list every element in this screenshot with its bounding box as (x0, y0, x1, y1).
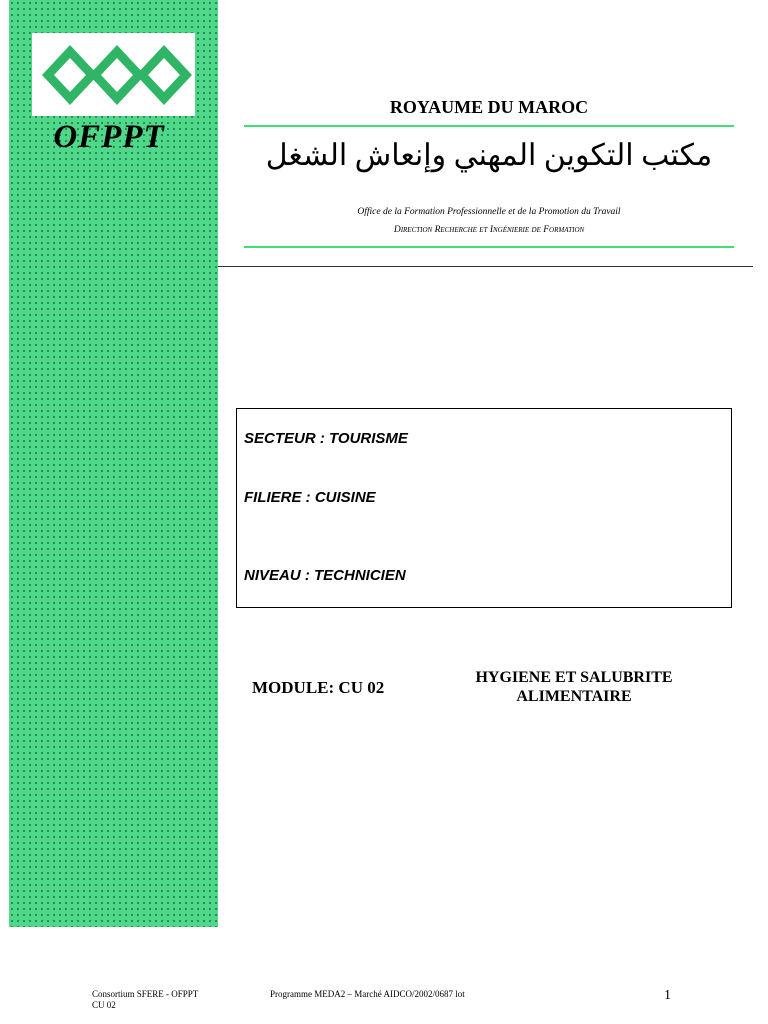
direction-name: Direction Recherche et Ingénierie de Formation (393, 225, 585, 235)
header-divider-bottom (244, 246, 734, 248)
module-title-line1: HYGIENE ET SALUBRITE (475, 669, 673, 686)
logo-diamonds-icon (32, 33, 195, 116)
module-title-line2: ALIMENTAIRE (516, 688, 632, 705)
page-number: 1 (664, 988, 671, 1003)
office-name: Office de la Formation Professionnelle et de la Promotion du Travail (357, 207, 621, 217)
module-label: MODULE: CU 02 (252, 678, 385, 697)
niveau-line: NIVEAU : TECHNICIEN (244, 567, 406, 584)
secteur-line: SECTEUR : TOURISME (244, 430, 408, 447)
header-divider-top (244, 125, 734, 127)
country-title: ROYAUME DU MAROC (389, 97, 589, 117)
footer-program: Programme MEDA2 – Marché AIDCO/2002/0687 lot (270, 989, 465, 999)
ofppt-logo (32, 33, 195, 116)
footer-left (92, 989, 198, 1011)
info-box (236, 408, 732, 608)
module-title (455, 668, 693, 706)
footer-consortium: Consortium SFERE - OFPPT (92, 989, 199, 999)
brand-name: OFPPT (53, 119, 165, 155)
footer-module-code: CU 02 (92, 1000, 116, 1010)
arabic-title: مكتب التكوين المهني وإنعاش الشغل (265, 139, 713, 172)
filiere-line: FILIERE : CUISINE (244, 489, 376, 506)
page-rule (218, 266, 753, 267)
